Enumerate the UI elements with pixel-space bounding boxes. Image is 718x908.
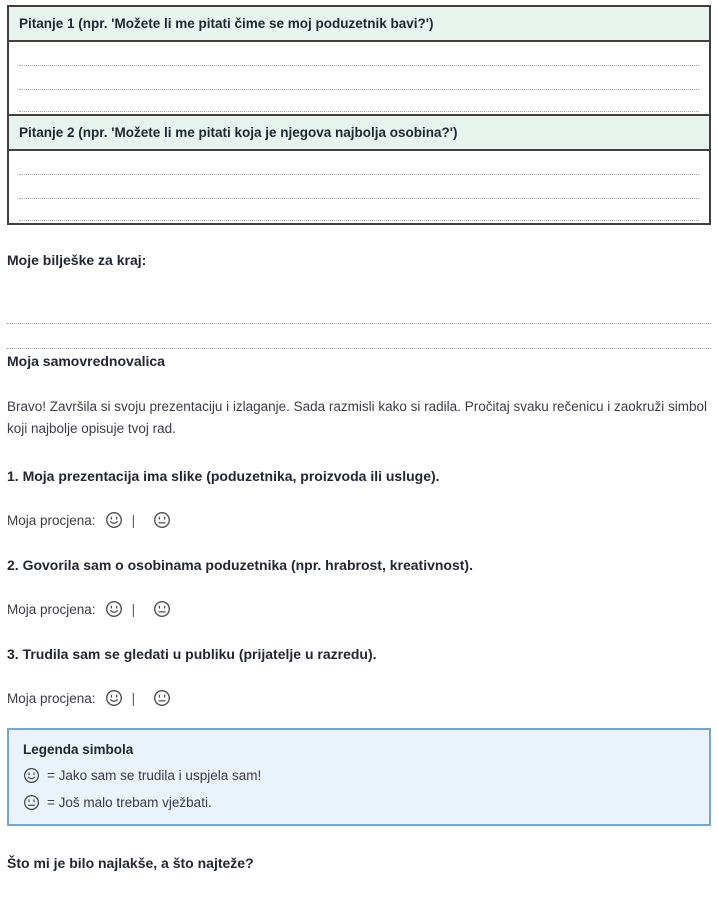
symbol-legend-box [7,728,711,826]
neutral-face-icon[interactable] [153,600,171,618]
rating-label: Moja procjena: [7,512,96,528]
smiley-face-icon[interactable] [105,511,123,529]
writing-line[interactable] [19,90,699,112]
rating-label: Moja procjena: [7,601,96,617]
rating-row-3 [7,689,711,707]
legend-neutral-text: = Još malo trebam vježbati. [47,795,212,810]
rating-separator: | [131,601,136,617]
rating-row-1 [7,511,711,529]
question-2-answer-area[interactable] [9,151,709,223]
smiley-face-icon[interactable] [105,689,123,707]
smiley-face-icon[interactable] [105,600,123,618]
legend-row-neutral [23,794,695,811]
question-2-header [9,114,709,151]
legend-smiley-text: = Jako sam se trudila i uspjela sam! [47,768,262,783]
writing-line[interactable] [19,199,699,221]
writing-line[interactable] [19,42,699,66]
rating-row-2 [7,600,711,618]
self-eval-item-1: 1. Moja prezentacija ima slike (poduzetnika, proizvoda ili usluge). [7,468,440,484]
neutral-face-icon[interactable] [153,511,171,529]
questions-table [7,5,711,225]
writing-line[interactable] [7,348,711,349]
rating-separator: | [131,690,136,706]
question-1-header [9,7,709,42]
neutral-face-icon [23,794,40,811]
question-1-answer-area[interactable] [9,42,709,114]
smiley-face-icon [23,767,40,784]
writing-line[interactable] [19,175,699,199]
writing-line[interactable] [19,151,699,175]
self-eval-item-2: 2. Govorila sam o osobinama poduzetnika (npr. hrabrost, kreativnost). [7,557,473,573]
question-2-label: Pitanje 2 (npr. 'Možete li me pitati koja je njegova najbolja osobina?') [19,125,458,140]
rating-separator: | [131,512,136,528]
writing-line[interactable] [19,66,699,90]
self-eval-heading: Moja samovrednovalica [7,353,165,369]
footer-question-heading: Što mi je bilo najlakše, a što najteže? [7,855,254,871]
writing-line[interactable] [7,323,711,324]
notes-heading: Moje bilješke za kraj: [7,252,147,268]
legend-row-smiley [23,767,695,784]
self-eval-intro: Bravo! Završila si svoju prezentaciju i izlaganje. Sada razmisli kako si radila. Pročitaj svaku rečenicu i zaokruži simbol koji najbolje opisuje tvoj rad. [7,399,708,436]
rating-label: Moja procjena: [7,690,96,706]
neutral-face-icon[interactable] [153,689,171,707]
legend-heading: Legenda simbola [23,742,134,757]
question-1-label: Pitanje 1 (npr. 'Možete li me pitati čime se moj poduzetnik bavi?') [19,16,434,31]
self-eval-item-3: 3. Trudila sam se gledati u publiku (prijatelje u razredu). [7,646,377,662]
